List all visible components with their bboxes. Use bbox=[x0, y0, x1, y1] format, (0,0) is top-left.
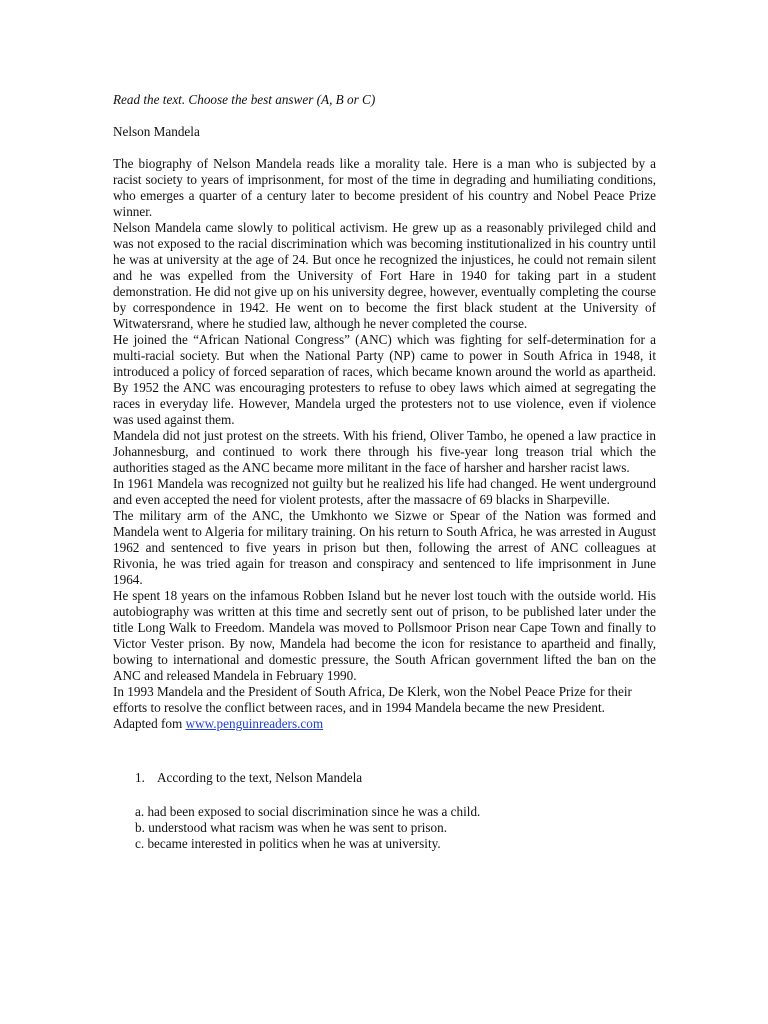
article-paragraph: He joined the “African National Congress” (ANC) which was fighting for self-determination for a multi-racial society. But when the National Party (NP) came to power in South Africa in 1948, it introduced a policy of forced separation of races, which became known around the world as apartheid. By 1952 the ANC was encouraging protesters to refuse to obey laws which aimed at segregating the races in everyday life. However, Mandela urged the protesters not to use violence, even if violence was used against them. bbox=[113, 332, 656, 427]
article-title: Nelson Mandela bbox=[113, 124, 200, 139]
question-1 bbox=[135, 770, 656, 786]
source-line bbox=[113, 716, 656, 732]
source-prefix: Adapted fom bbox=[113, 716, 186, 731]
question-text: According to the text, Nelson Mandela bbox=[157, 770, 363, 785]
article-paragraph: In 1993 Mandela and the President of South Africa, De Klerk, won the Nobel Peace Prize for their efforts to resolve the conflict between races, and in 1994 Mandela became the new President. bbox=[113, 684, 632, 715]
answer-option-a: a. had been exposed to social discrimination since he was a child. bbox=[135, 804, 481, 819]
answer-option-c: c. became interested in politics when he was at university. bbox=[135, 836, 441, 851]
article-paragraph: Mandela did not just protest on the streets. With his friend, Oliver Tambo, he opened a law practice in Johannesburg, and continued to work there through his five-year long treason trial which the authorities staged as the ANC became more militant in the face of harsher and harsher racist laws. bbox=[113, 428, 656, 475]
article-paragraph: The biography of Nelson Mandela reads like a morality tale. Here is a man who is subjected by a racist society to years of imprisonment, for most of the time in degrading and humiliating conditions, who emerges a quarter of a century later to become president of his country and Nobel Peace Prize winner. bbox=[113, 156, 656, 219]
article-paragraph: In 1961 Mandela was recognized not guilty but he realized his life had changed. He went underground and even accepted the need for violent protests, after the massacre of 69 blacks in Sharpeville. bbox=[113, 476, 656, 507]
article-paragraph: He spent 18 years on the infamous Robben Island but he never lost touch with the outside world. His autobiography was written at this time and secretly sent out of prison, to be published later under the title Long Walk to Freedom. Mandela was moved to Pollsmoor Prison near Cape Town and finally to Victor Vester prison. By now, Mandela had become the icon for resistance to apartheid and finally, bowing to international and domestic pressure, the South African government lifted the ban on the ANC and released Mandela in February 1990. bbox=[113, 588, 656, 683]
source-link[interactable]: www.penguinreaders.com bbox=[185, 716, 324, 731]
document-page bbox=[113, 92, 656, 852]
article-body bbox=[113, 156, 656, 716]
instruction-text: Read the text. Choose the best answer (A, B or C) bbox=[113, 92, 376, 107]
answer-options bbox=[135, 804, 656, 852]
question-number: 1. bbox=[135, 770, 145, 785]
article-paragraph: The military arm of the ANC, the Umkhonto we Sizwe or Spear of the Nation was formed and Mandela went to Algeria for military training. On his return to South Africa, he was arrested in August 1962 and sentenced to five years in prison but then, following the arrest of ANC colleagues at Rivonia, he was tried again for treason and conspiracy and sentenced to life imprisonment in June 1964. bbox=[113, 508, 656, 587]
article-paragraph: Nelson Mandela came slowly to political activism. He grew up as a reasonably privileged child and was not exposed to the racial discrimination which was becoming institutionalized in his country until he was at university at the age of 24. But once he recognized the injustices, he could not remain silent and he was expelled from the University of Fort Hare in 1940 for taking part in a student demonstration. He did not give up on his university degree, however, eventually completing the course by correspondence in 1942. He went on to become the first black student at the University of Witwatersrand, where he studied law, although he never completed the course. bbox=[113, 220, 656, 331]
answer-option-b: b. understood what racism was when he was sent to prison. bbox=[135, 820, 448, 835]
